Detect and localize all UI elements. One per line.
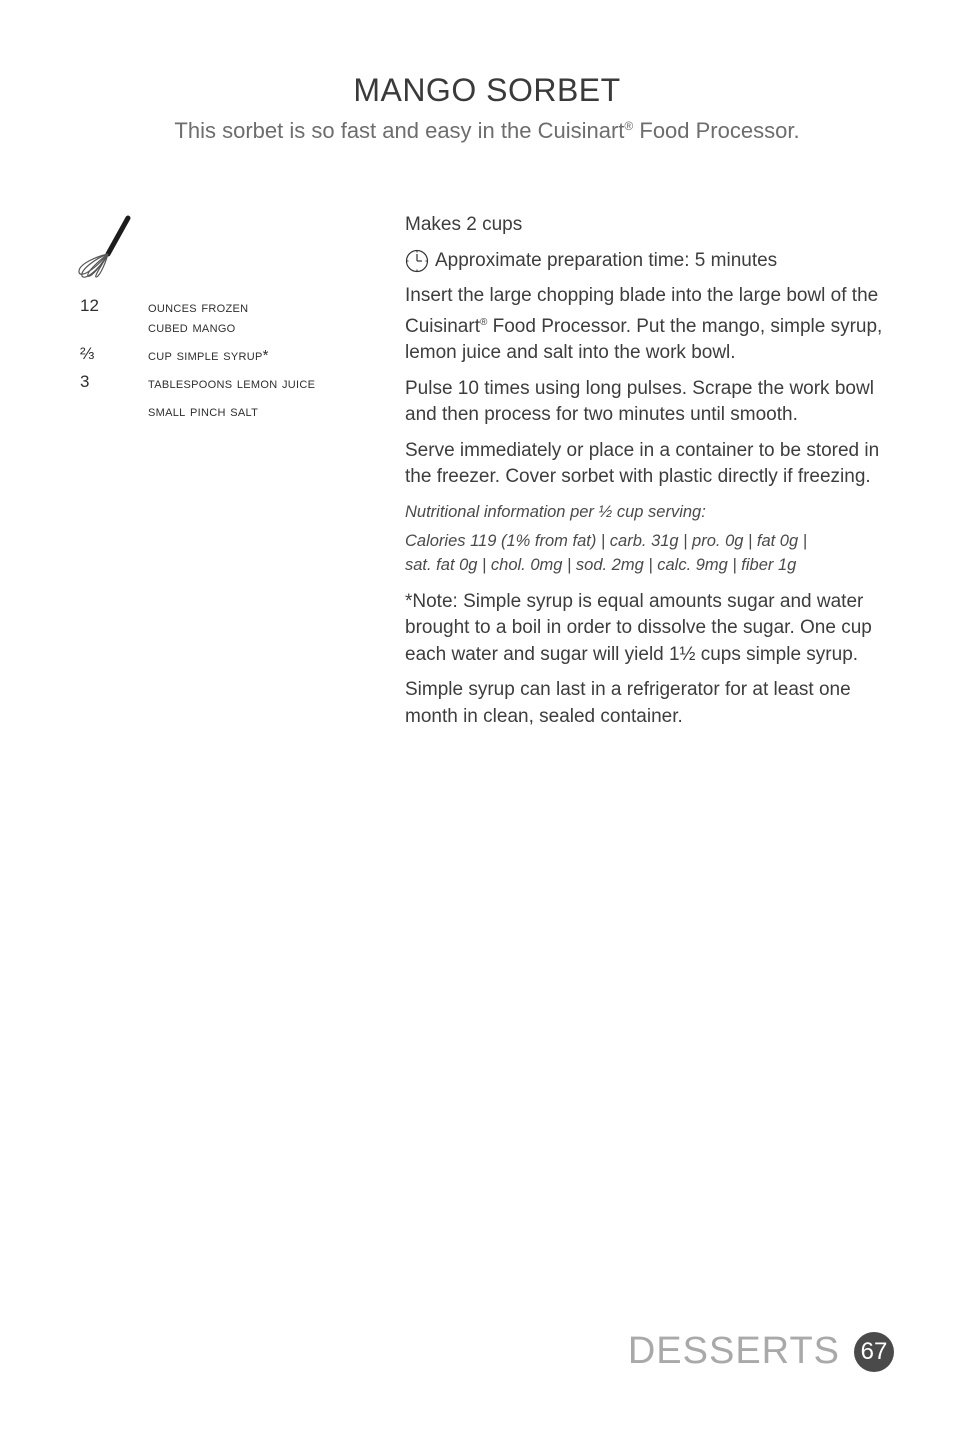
ingredient-row [80, 344, 380, 366]
registered-mark: ® [479, 316, 488, 328]
ingredient-name [148, 374, 315, 394]
ingredient-name [148, 298, 248, 338]
step-text-end: Food Processor. Put the mango, simple syrup, lemon juice and salt into the work bowl. [405, 315, 883, 363]
ingredient-list [80, 296, 380, 428]
instruction-step: Pulse 10 times using long pulses. Scrape the work bowl and then process for two minutes until smooth. [405, 377, 874, 425]
page-footer [628, 1330, 894, 1373]
instruction-step: Serve immediately or place in a container to be stored in the freezer. Cover sorbet with plastic directly if freezing. [405, 439, 880, 487]
instructions [405, 212, 897, 739]
syrup-storage-note: Simple syrup can last in a refrigerator for at least one month in clean, sealed container. [405, 679, 851, 727]
step-text-start: Insert the large chopping blade into the large bowl of the Cuisinart [405, 285, 879, 337]
ingredient-line: small pinch salt [148, 403, 259, 420]
nutrition-line: sat. fat 0g | chol. 0mg | sod. 2mg | calc. 9mg | fiber 1g [405, 555, 797, 574]
nutrition-facts [405, 529, 897, 577]
ingredient-name [148, 402, 258, 422]
ingredient-quantity: ⅔ [80, 344, 95, 363]
page-number-badge: 67 [854, 1332, 894, 1372]
ingredient-name [148, 346, 269, 366]
recipe-yield: Makes 2 cups [405, 214, 523, 235]
recipe-title: MANGO SORBET [353, 72, 621, 108]
recipe-subtitle [0, 118, 954, 144]
ingredient-row [80, 296, 380, 338]
ingredient-quantity: 12 [80, 296, 99, 315]
ingredient-line: ounces frozen [148, 299, 249, 316]
ingredient-row [80, 400, 380, 422]
whisk-icon [76, 214, 136, 280]
ingredient-quantity: 3 [80, 372, 90, 391]
ingredient-row [80, 372, 380, 394]
clock-icon [405, 249, 429, 273]
registered-mark: ® [624, 119, 634, 133]
ingredient-line: cup simple syrup* [148, 347, 269, 364]
subtitle-text-end: Food Processor. [633, 118, 800, 143]
nutrition-line: Calories 119 (1% from fat) | carb. 31g | pro. 0g | fat 0g | [405, 531, 808, 550]
instruction-step [405, 283, 897, 367]
subtitle-text-start: This sorbet is so fast and easy in the Cuisinart [174, 118, 625, 143]
prep-time [405, 248, 897, 275]
syrup-note: *Note: Simple syrup is equal amounts sugar and water brought to a boil in order to dissolve the sugar. One cup each water and sugar will yield 1½ cups simple syrup. [405, 590, 872, 665]
prep-time-text: Approximate preparation time: 5 minutes [435, 249, 778, 271]
ingredient-line: tablespoons lemon juice [148, 375, 316, 392]
ingredient-line: cubed mango [148, 319, 236, 336]
nutrition-heading: Nutritional information per ½ cup serving: [405, 502, 706, 521]
section-label: DESSERTS [627, 1330, 840, 1372]
